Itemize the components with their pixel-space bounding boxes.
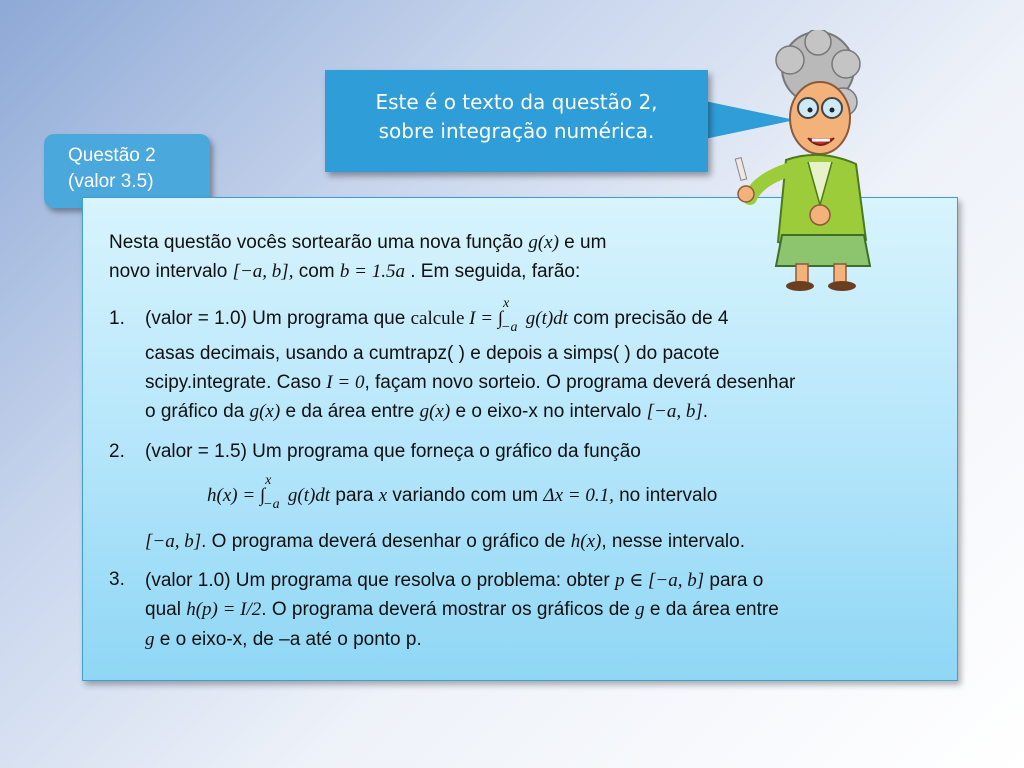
item-1-line-3	[145, 372, 795, 394]
math-h-integral: h(x) = ∫	[207, 485, 266, 506]
intro-line-2	[109, 261, 580, 283]
bubble-line-1: Este é o texto da questão 2,	[375, 90, 658, 114]
badge-value: (valor 3.5)	[68, 171, 154, 192]
math-hp: h(p) = I/2	[186, 599, 262, 620]
item-text: , nesse intervalo.	[601, 531, 745, 552]
math-hx: h(x)	[570, 531, 602, 552]
item-1-line-2: casas decimais, usando a cumtrapz( ) e depois a simps( ) do pacote	[145, 343, 720, 364]
integral-upper-limit: x	[265, 473, 272, 488]
math-p-in: p ∈ [−a, b]	[614, 570, 705, 591]
item-text: . O programa deverá mostrar os gráficos de	[261, 599, 636, 620]
item-text: e o eixo-x no intervalo	[450, 401, 647, 422]
speech-bubble	[325, 70, 708, 172]
math-gx: g(x)	[419, 401, 451, 422]
item-text: scipy.integrate. Caso	[145, 372, 327, 393]
item-text: com precisão de 4	[567, 308, 729, 329]
item-3-line-2	[145, 599, 779, 621]
intro-text: novo intervalo	[109, 261, 233, 282]
item-text: e da área entre	[644, 599, 779, 620]
item-text: no intervalo	[613, 485, 718, 506]
math-integrand: g(t)dt	[283, 485, 331, 506]
intro-text: e um	[558, 232, 607, 253]
item-2-line-2	[207, 473, 718, 512]
item-text: para o	[704, 570, 764, 591]
item-2-number: 2.	[109, 441, 125, 462]
item-text: , façam novo sorteio. O programa deverá desenhar	[364, 372, 796, 393]
item-text: calcule	[410, 308, 470, 329]
integral-limits	[501, 296, 521, 335]
math-i-zero: I = 0	[326, 372, 365, 393]
item-text: para	[330, 485, 379, 506]
intro-text: Nesta questão vocês sortearão uma nova função	[109, 232, 529, 253]
item-2-line-1: (valor = 1.5) Um programa que forneça o gráfico da função	[145, 441, 641, 462]
math-x: x	[378, 485, 388, 506]
math-interval: [−a, b]	[145, 531, 202, 552]
item-3-number: 3.	[109, 569, 125, 590]
math-interval: [−a, b],	[232, 261, 294, 282]
math-g: g	[145, 629, 155, 650]
math-delta-x: Δx = 0.1,	[543, 485, 614, 506]
integral-lower-limit: −a	[501, 320, 518, 335]
math-integral: I = ∫	[469, 308, 503, 329]
item-3-line-3	[145, 629, 422, 651]
item-text: .	[702, 401, 709, 422]
integral-lower-limit: −a	[263, 497, 280, 512]
integral-upper-limit: x	[503, 296, 510, 311]
math-b-eq: b = 1.5a	[339, 261, 405, 282]
item-text: e o eixo-x, de –a até o ponto p.	[154, 629, 422, 650]
integral-limits	[263, 473, 283, 512]
item-text: (valor 1.0) Um programa que resolva o problema: obter	[145, 570, 615, 591]
item-text: variando com um	[387, 485, 544, 506]
item-text: e da área entre	[280, 401, 420, 422]
item-text: . O programa deverá desenhar o gráfico de	[201, 531, 571, 552]
teacher-character-icon	[728, 30, 878, 292]
item-text: (valor = 1.0) Um programa que	[145, 308, 411, 329]
math-interval: [−a, b]	[646, 401, 703, 422]
intro-text: . Em seguida, farão:	[404, 261, 581, 282]
math-integrand: g(t)dt	[521, 308, 568, 329]
math-g: g	[635, 599, 645, 620]
badge-title: Questão 2	[68, 145, 156, 166]
item-3-line-1	[145, 569, 763, 592]
math-gx: g(x)	[528, 232, 559, 253]
item-2-line-3	[145, 531, 745, 553]
item-1-line-4	[145, 401, 708, 423]
item-text: qual	[145, 599, 187, 620]
item-1-line-1	[145, 296, 729, 335]
bubble-line-2: sobre integração numérica.	[378, 119, 655, 143]
item-text: o gráfico da	[145, 401, 250, 422]
math-gx: g(x)	[249, 401, 281, 422]
intro-line-1	[109, 232, 606, 254]
item-1-number: 1.	[109, 308, 125, 329]
intro-text: com	[293, 261, 340, 282]
